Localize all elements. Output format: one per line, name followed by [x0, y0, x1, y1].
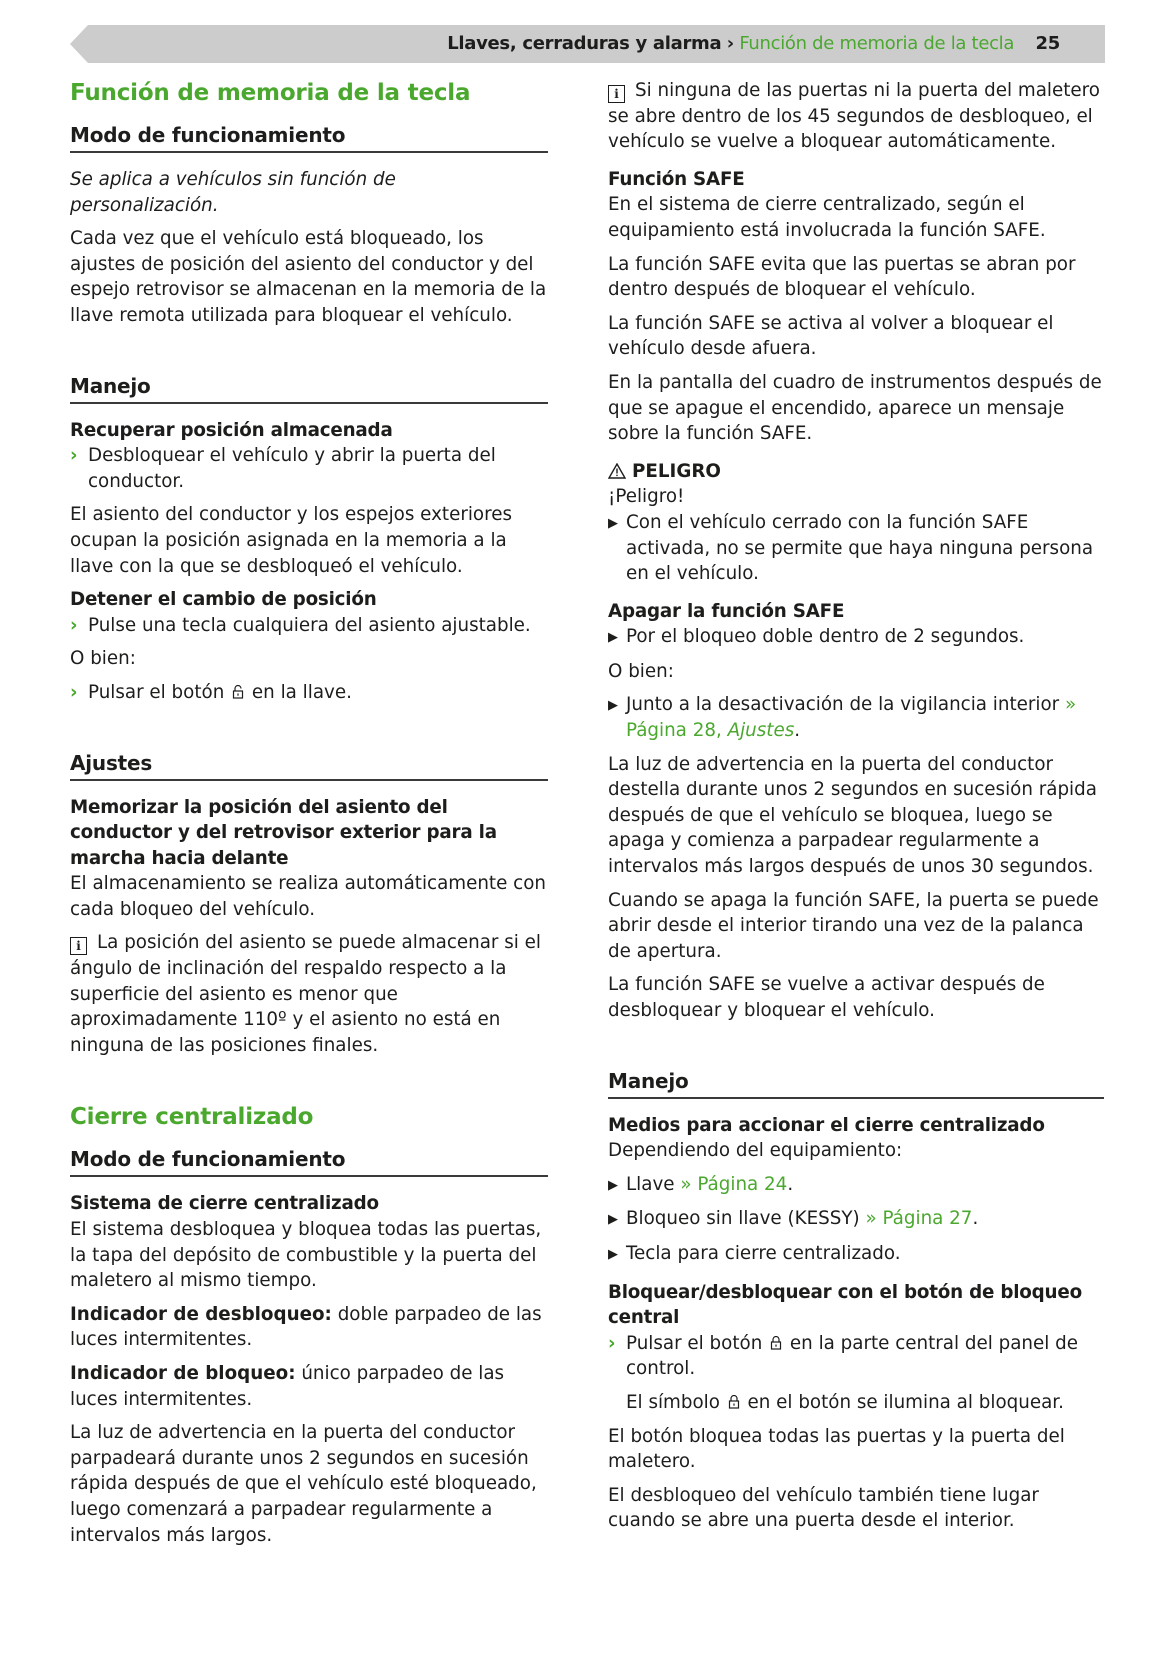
- paragraph: La función SAFE se vuelve a activar después de desbloquear y bloquear el vehículo.: [608, 974, 1045, 1021]
- left-column: [70, 78, 548, 1556]
- lock-icon: [728, 1395, 740, 1409]
- or-label: O bien:: [608, 660, 674, 682]
- step-item: › Pulse una tecla cualquiera del asiento ajustable.: [70, 613, 548, 639]
- paragraph: El sistema desbloquea y bloquea todas las puertas, la tapa del depósito de combustible y la puerta del maletero al mismo tiempo.: [70, 1219, 542, 1292]
- warning-box: [608, 459, 1104, 587]
- subheading-medios: Medios para accionar el cierre centralizado: [608, 1114, 1045, 1136]
- heading-manejo: Manejo: [608, 1068, 1104, 1099]
- step-item: › Desbloquear el vehículo y abrir la puerta del conductor.: [70, 443, 548, 494]
- paragraph: El desbloqueo del vehículo también tiene lugar cuando se abre una puerta desde el interior.: [608, 1484, 1039, 1532]
- info-note: i La posición del asiento se puede almacenar si el ángulo de inclinación del respaldo respecto a la superficie del asiento es menor que aproximadamente 110º y el asiento no está en ninguna de las posiciones finales.: [70, 932, 541, 1056]
- paragraph: La luz de advertencia en la puerta del conductor destella durante unos 2 segundos en sucesión rápida después de que el vehículo se bloquea, luego se apaga y comienza a parpadear regularmente a intervalos más largos después de unos 30 segundos.: [608, 753, 1097, 878]
- info-icon: i: [608, 85, 625, 103]
- paragraph: Cada vez que el vehículo está bloqueado, los ajustes de posición del asiento del conductor y del espejo retrovisor se almacenan en la memoria de la llave remota utilizada para bloquear el vehículo.: [70, 228, 547, 326]
- right-column: [608, 78, 1104, 1542]
- bullet-triangle-icon: ▶: [608, 515, 618, 531]
- lock-icon: [770, 1336, 782, 1350]
- step-chevron-icon: ›: [70, 614, 78, 636]
- subheading-recuperar: Recuperar posición almacenada: [70, 419, 393, 441]
- bullet-item: ▶ Tecla para cierre centralizado.: [608, 1241, 1104, 1268]
- bullet-item: ▶ Bloqueo sin llave (KESSY) » Página 27.: [608, 1206, 1104, 1233]
- breadcrumb-current: Función de memoria de la tecla: [739, 33, 1015, 54]
- paragraph: La luz de advertencia en la puerta del conductor parpadeará durante unos 2 segundos en sucesión rápida después de que el vehículo esté bloqueado, luego comenzará a parpadear regularmente a intervalos más largos.: [70, 1422, 537, 1546]
- or-label: O bien:: [70, 648, 136, 670]
- warning-subtitle: ¡Peligro!: [608, 486, 685, 508]
- subheading-boton: Bloquear/desbloquear con el botón de bloqueo central: [608, 1281, 1082, 1329]
- breadcrumb-separator: ›: [726, 33, 734, 54]
- bullet-item: ▶ Por el bloqueo doble dentro de 2 segundos.: [608, 624, 1104, 651]
- step-chevron-icon: ›: [70, 681, 78, 703]
- info-note: i Si ninguna de las puertas ni la puerta del maletero se abre dentro de los 45 segundos de desbloqueo, el vehículo se vuelve a bloquear automáticamente.: [608, 80, 1100, 153]
- step-chevron-icon: ›: [70, 445, 78, 467]
- unlock-icon: [232, 685, 244, 699]
- page-number: 25: [1035, 33, 1060, 54]
- subheading-safe: Función SAFE: [608, 168, 745, 190]
- step-item: › Pulsar el botón en la parte central del panel de control.: [608, 1331, 1104, 1382]
- bullet-item: ▶ Llave » Página 24.: [608, 1172, 1104, 1199]
- warning-item: ▶ Con el vehículo cerrado con la función SAFE activada, no se permite que haya ninguna persona en el vehículo.: [608, 510, 1104, 587]
- paragraph: El asiento del conductor y los espejos exteriores ocupan la posición asignada en la memoria a la llave con la que se desbloqueó el vehículo.: [70, 504, 513, 577]
- subheading-detener: Detener el cambio de posición: [70, 589, 377, 611]
- indicator-lock: Indicador de bloqueo: único parpadeo de las luces intermitentes.: [70, 1363, 505, 1410]
- subheading-sistema: Sistema de cierre centralizado: [70, 1193, 379, 1215]
- page-link-27[interactable]: » Página 27: [865, 1208, 973, 1230]
- bullet-triangle-icon: ▶: [608, 630, 618, 646]
- step-chevron-icon: ›: [608, 1332, 616, 1354]
- paragraph: La función SAFE evita que las puertas se abran por dentro después de bloquear el vehículo.: [608, 253, 1076, 301]
- section-title-memoria: Función de memoria de la tecla: [70, 80, 471, 106]
- bullet-triangle-icon: ▶: [608, 1246, 618, 1262]
- heading-modo-funcionamiento: Modo de funcionamiento: [70, 122, 548, 153]
- paragraph: Cuando se apaga la función SAFE, la puerta se puede abrir desde el interior tirando una vez de la palanca de apertura.: [608, 889, 1099, 962]
- bullet-item: ▶ Junto a la desactivación de la vigilancia interior » Página 28, Ajustes.: [608, 692, 1104, 743]
- bullet-triangle-icon: ▶: [608, 1177, 618, 1193]
- info-icon: i: [70, 937, 87, 955]
- section-title-cierre: Cierre centralizado: [70, 1104, 314, 1131]
- indicator-unlock: Indicador de desbloqueo: doble parpadeo de las luces intermitentes.: [70, 1303, 542, 1351]
- paragraph: En la pantalla del cuadro de instrumentos después de que se apague el encendido, aparece un mensaje sobre la función SAFE.: [608, 371, 1102, 445]
- paragraph: En el sistema de cierre centralizado, según el equipamiento está involucrada la función SAFE.: [608, 194, 1046, 241]
- heading-manejo: Manejo: [70, 373, 548, 404]
- breadcrumb: [447, 31, 1060, 57]
- paragraph: El botón bloquea todas las puertas y la puerta del maletero.: [608, 1425, 1065, 1473]
- paragraph: La función SAFE se activa al volver a bloquear el vehículo desde afuera.: [608, 312, 1054, 360]
- paragraph: El símbolo en el botón se ilumina al bloquear.: [626, 1391, 1064, 1413]
- warning-title: PELIGRO: [608, 459, 1104, 485]
- bullet-triangle-icon: ▶: [608, 1212, 618, 1228]
- heading-ajustes: Ajustes: [70, 750, 548, 781]
- heading-modo-funcionamiento: Modo de funcionamiento: [70, 1146, 548, 1177]
- warning-triangle-icon: [608, 463, 626, 479]
- breadcrumb-parent[interactable]: Llaves, cerraduras y alarma: [447, 33, 722, 54]
- applicability-note: Se aplica a vehículos sin función de personalización.: [70, 169, 396, 216]
- step-item: › Pulsar el botón en la llave.: [70, 680, 548, 706]
- page-link-28[interactable]: » Página 28, Ajustes: [626, 694, 1077, 742]
- subheading-memorizar: Memorizar la posición del asiento del conductor y del retrovisor exterior para la marcha hacia delante: [70, 796, 497, 869]
- paragraph: El almacenamiento se realiza automáticamente con cada bloqueo del vehículo.: [70, 873, 546, 920]
- paragraph: Dependiendo del equipamiento:: [608, 1140, 903, 1162]
- subheading-apagar: Apagar la función SAFE: [608, 600, 845, 622]
- page-link-24[interactable]: » Página 24: [680, 1173, 788, 1195]
- bullet-triangle-icon: ▶: [608, 698, 618, 714]
